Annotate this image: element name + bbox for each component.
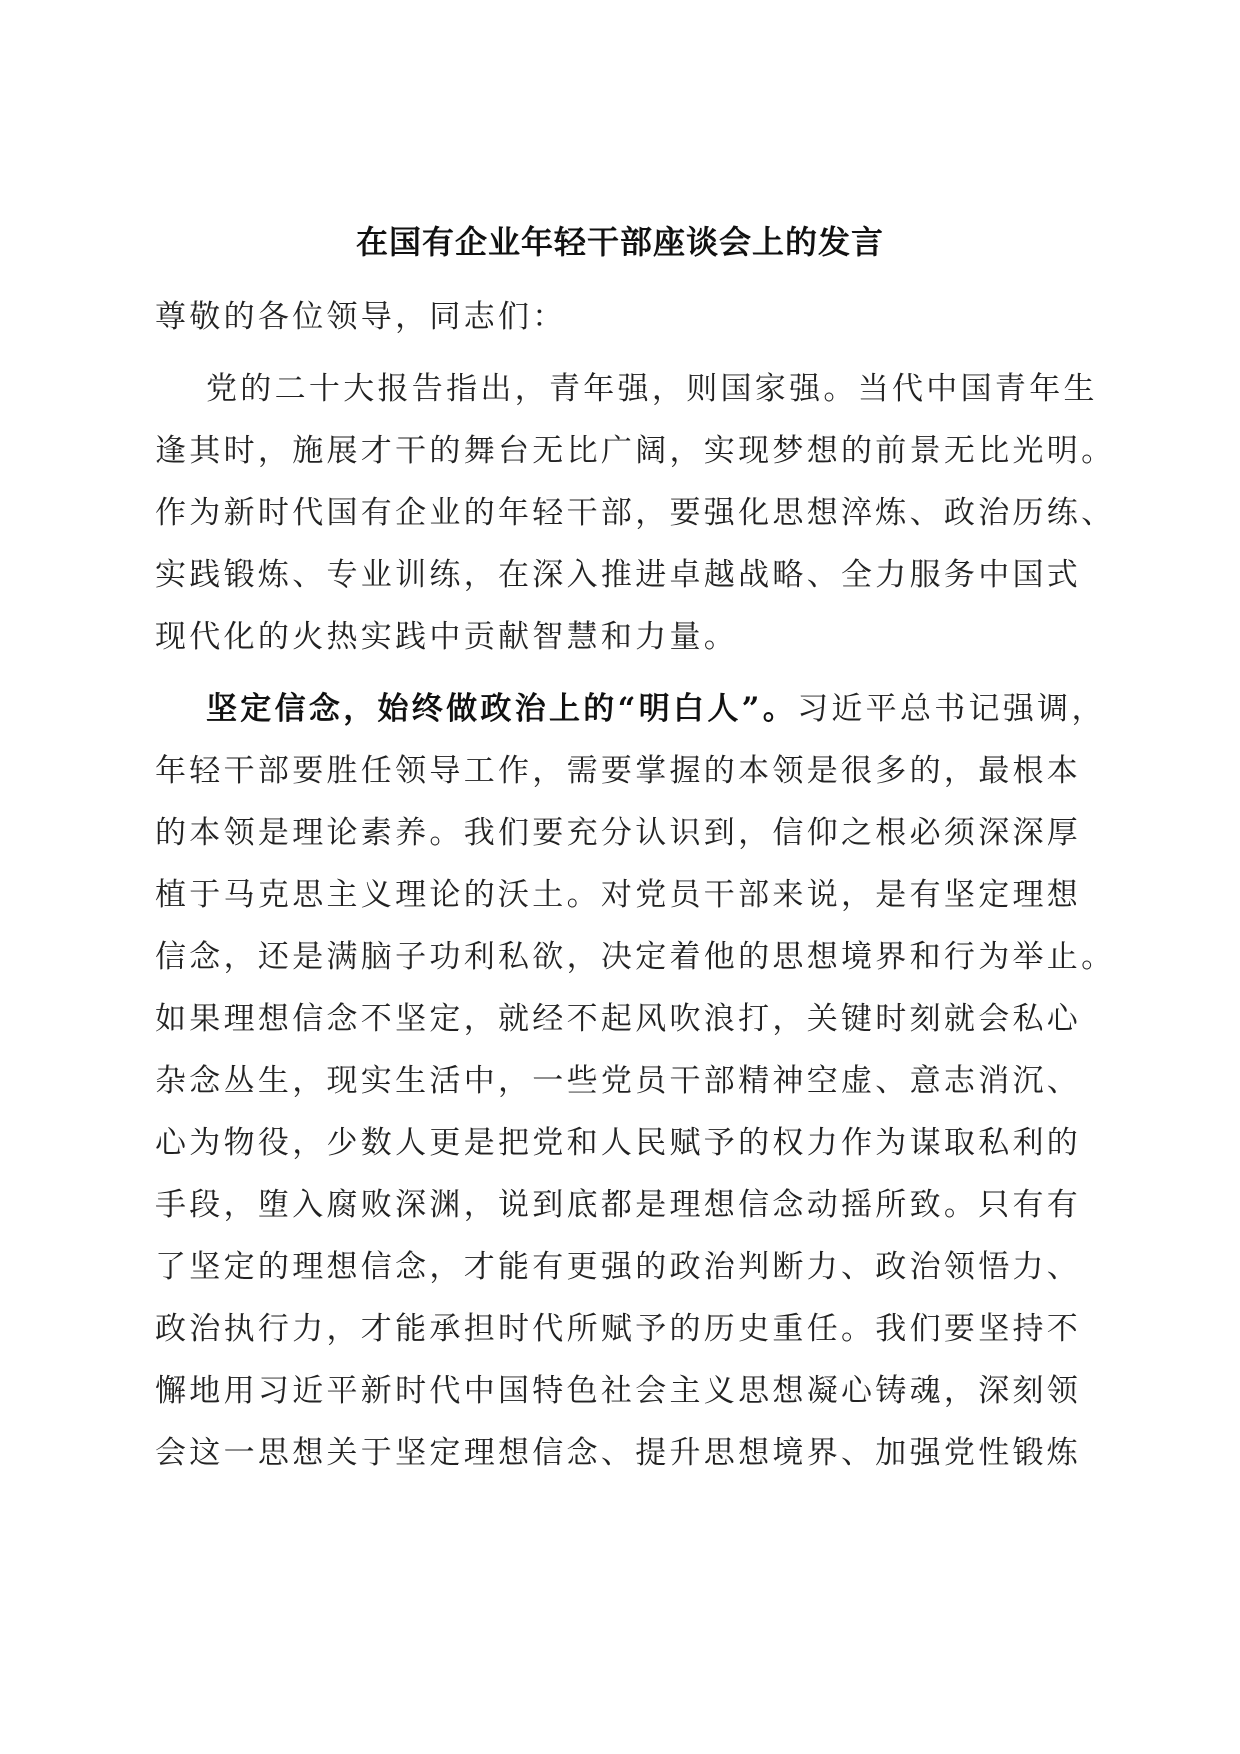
text-line-with-heading xyxy=(155,678,1106,740)
document-title: 在国有企业年轻干部座谈会上的发言 xyxy=(355,223,884,261)
text-line: 会这一思想关于坚定理想信念、提升思想境界、加强党性锻炼 xyxy=(155,1435,1082,1471)
text-line: 实践锻炼、专业训练，在深入推进卓越战略、全力服务中国式 xyxy=(155,557,1082,593)
section-heading: 坚定信念，始终做政治上的“明白人”。 xyxy=(206,691,798,727)
text-line: 政治执行力，才能承担时代所赋予的历史重任。我们要坚持不 xyxy=(155,1311,1082,1347)
text-line: 的本领是理论素养。我们要充分认识到，信仰之根必须深深厚 xyxy=(155,815,1082,851)
text-line: 如果理想信念不坚定，就经不起风吹浪打，关键时刻就会私心 xyxy=(155,1001,1082,1037)
text-line: 逢其时，施展才干的舞台无比广阔，实现梦想的前景无比光明。 xyxy=(155,433,1116,469)
text-line: 杂念丛生，现实生活中，一些党员干部精神空虚、意志消沉、 xyxy=(155,1063,1082,1099)
text-line: 懈地用习近平新时代中国特色社会主义思想凝心铸魂，深刻领 xyxy=(155,1373,1082,1409)
text-span: 习近平总书记强调， xyxy=(797,691,1106,727)
paragraph-firm-belief xyxy=(155,678,1116,1484)
text-line: 作为新时代国有企业的年轻干部，要强化思想淬炼、政治历练、 xyxy=(155,495,1116,531)
text-line: 现代化的火热实践中贡献智慧和力量。 xyxy=(155,619,739,655)
paragraph-intro xyxy=(155,358,1116,668)
text-line: 了坚定的理想信念，才能有更强的政治判断力、政治领悟力、 xyxy=(155,1249,1082,1285)
text-line: 植于马克思主义理论的沃土。对党员干部来说，是有坚定理想 xyxy=(155,877,1082,913)
text-line: 年轻干部要胜任领导工作，需要掌握的本领是很多的，最根本 xyxy=(155,753,1082,789)
text-line: 党的二十大报告指出，青年强，则国家强。当代中国青年生 xyxy=(206,371,1098,407)
text-line: 心为物役，少数人更是把党和人民赋予的权力作为谋取私利的 xyxy=(155,1125,1082,1161)
salutation: 尊敬的各位领导，同志们： xyxy=(155,299,567,335)
text-line: 手段，堕入腐败深渊，说到底都是理想信念动摇所致。只有有 xyxy=(155,1187,1082,1223)
text-line: 信念，还是满脑子功利私欲，决定着他的思想境界和行为举止。 xyxy=(155,939,1116,975)
document-body xyxy=(155,286,1116,1484)
